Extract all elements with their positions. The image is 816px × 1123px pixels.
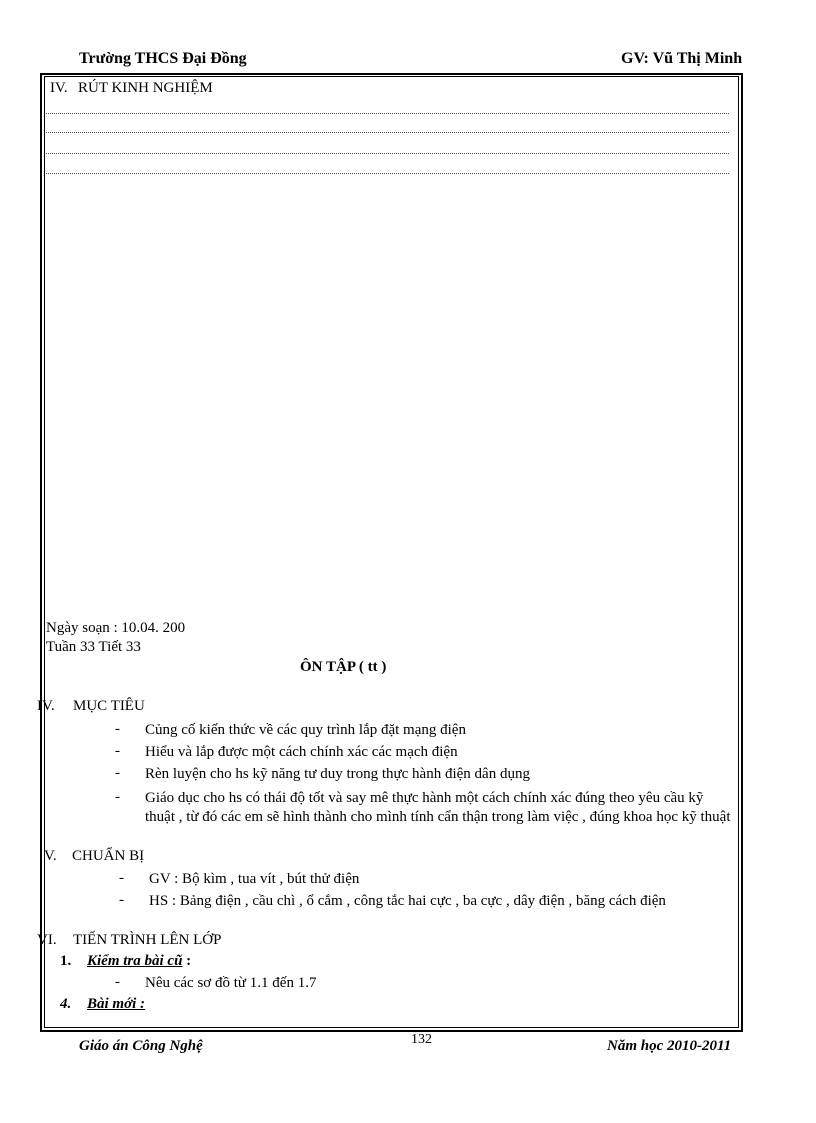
preparation-item: - GV : Bộ kìm , tua vít , bút thử điện	[119, 870, 360, 887]
objective-item: - Rèn luyện cho hs kỹ năng tư duy trong thực hành điện dân dụng	[115, 765, 530, 782]
objectives-heading	[37, 698, 145, 715]
objective-item: - Giáo dục cho hs có thái độ tốt và say mê thực hành một cách chính xác đúng theo yêu cầu kỹ thuật , từ đó các em sẽ hình thành cho mình tính cẩn thận trong làm việc , đúng khoa học kỹ thuật	[115, 789, 731, 825]
lesson-title: ÔN TẬP ( tt )	[300, 659, 387, 675]
preparation-item: - HS : Bảng điện , cầu chì , ổ cắm , công tắc hai cực , ba cực , dây điện , băng cách điện	[119, 892, 666, 909]
preparation-title: CHUẨN BỊ	[72, 848, 145, 864]
page-number: 132	[411, 1032, 432, 1047]
objectives-title: MỤC TIÊU	[73, 698, 145, 714]
review-title: RÚT KINH NGHIỆM	[78, 80, 213, 96]
procedure-item: - Nêu các sơ đồ từ 1.1 đến 1.7	[115, 974, 317, 991]
procedure-heading	[37, 932, 221, 949]
school-name: Trường THCS Đại Đồng	[79, 50, 247, 67]
lesson-week: Tuần 33 Tiết 33	[46, 639, 141, 655]
lesson-date: Ngày soạn : 10.04. 200	[46, 620, 186, 636]
footer-school-year: Năm học 2010-2011	[607, 1038, 732, 1054]
review-line-1	[46, 113, 729, 114]
review-line-2	[46, 132, 729, 133]
review-number: IV.	[50, 80, 68, 96]
preparation-heading	[44, 848, 144, 865]
review-heading	[50, 80, 213, 97]
objective-item: - Hiểu và lắp được một cách chính xác các mạch điện	[115, 743, 458, 760]
step-new-lesson: 4. Bài mới :	[60, 996, 146, 1012]
procedure-number: VI.	[37, 932, 57, 948]
preparation-number: V.	[44, 848, 57, 864]
review-line-3	[46, 153, 729, 154]
review-line-4	[46, 173, 729, 174]
procedure-title: TIẾN TRÌNH LÊN LỚP	[73, 932, 222, 948]
objectives-number: IV.	[37, 698, 55, 714]
teacher-name: GV: Vũ Thị Minh	[621, 50, 743, 67]
footer-subject: Giáo án Công Nghệ	[79, 1038, 203, 1054]
objective-item: - Củng cố kiến thức về các quy trình lắp đặt mạng điện	[115, 721, 466, 738]
step-check-old-lesson: 1. Kiểm tra bài cũ :	[60, 953, 192, 969]
